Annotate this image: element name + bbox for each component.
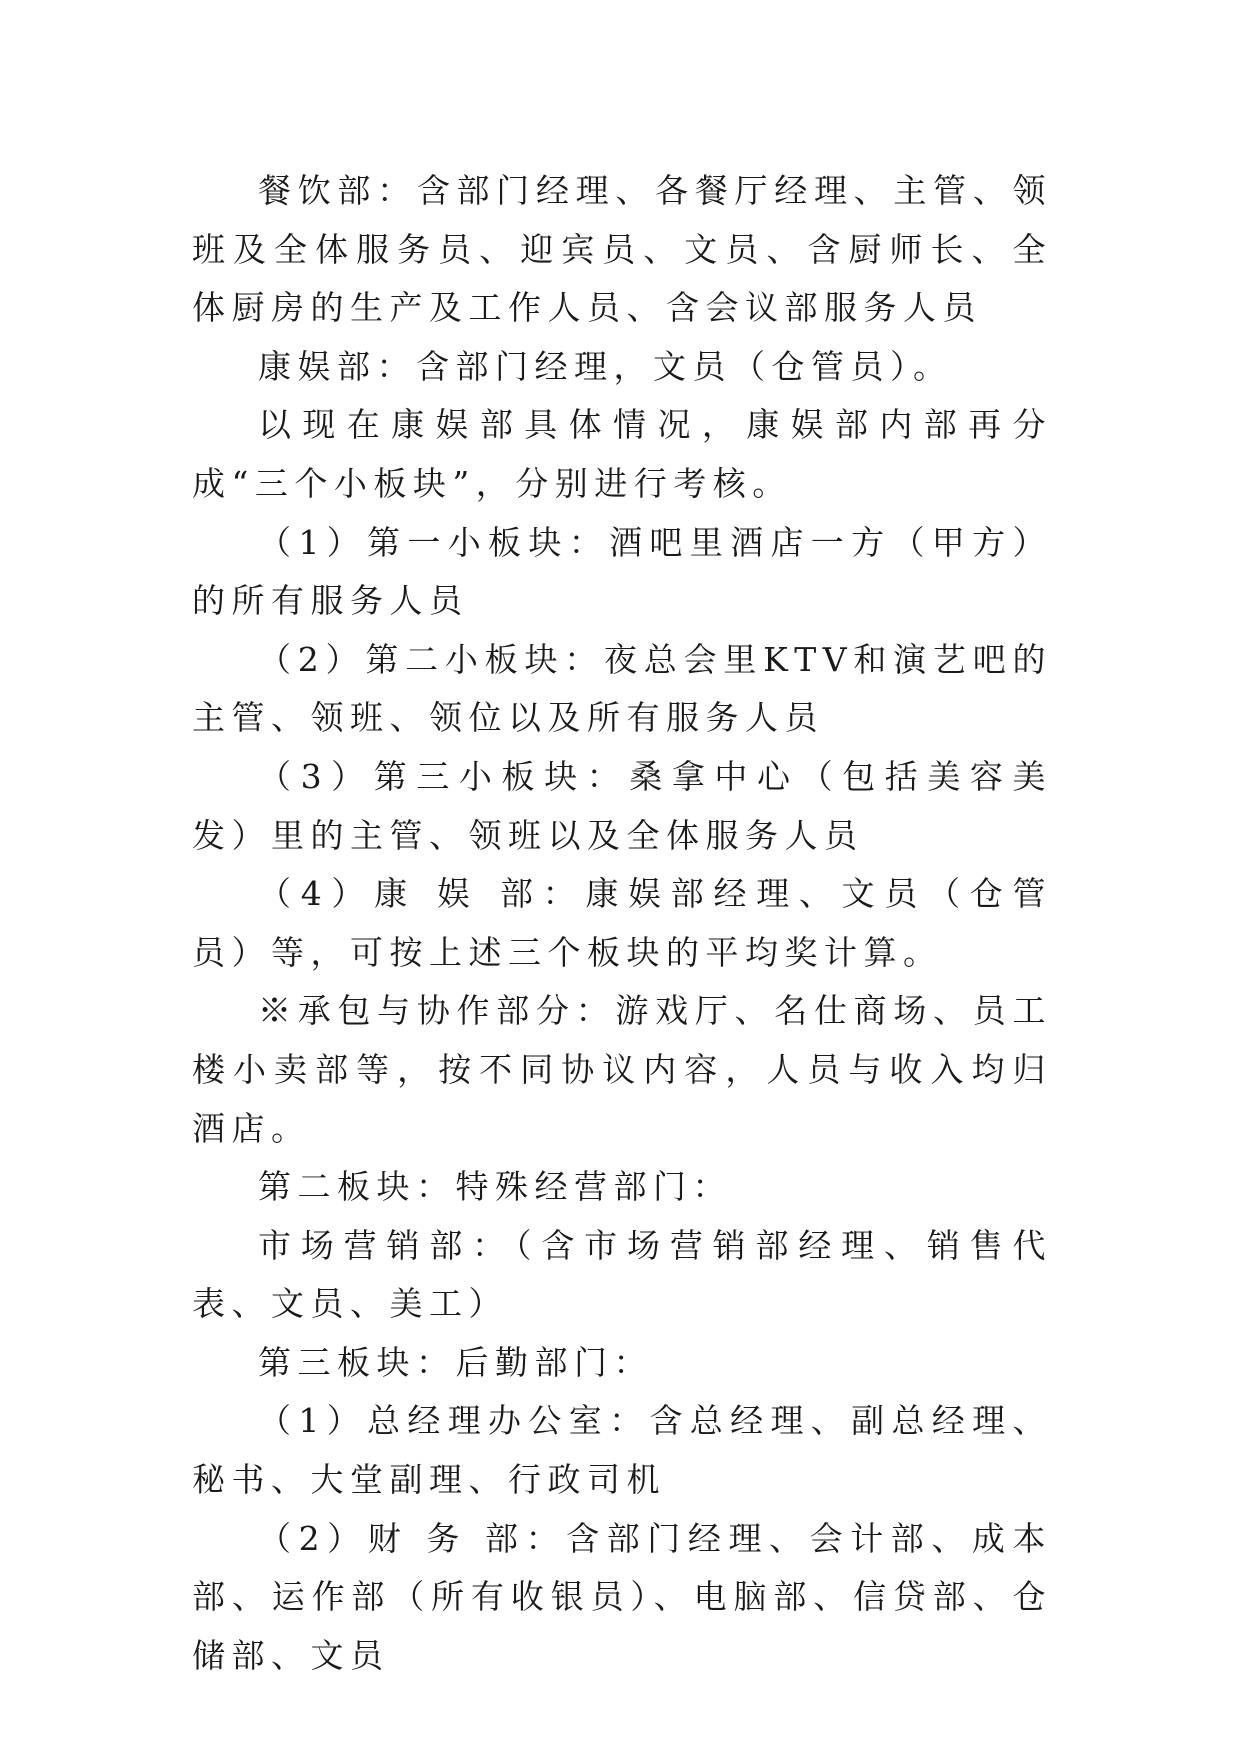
paragraph-catering-dept: 餐饮部：含部门经理、各餐厅经理、主管、领班及全体服务员、迎宾员、文员、含厨师长、全体厨房的生产及工作人员、含会议部服务人员 [192,171,1052,328]
paragraph-subblock-3: （3）第三小板块：桑拿中心（包括美容美发）里的主管、领班以及全体服务人员 [192,756,1052,855]
paragraph-subblock-2: （2）第二小板块：夜总会里KTV和演艺吧的主管、领班、领位以及所有服务人员 [192,639,1052,738]
paragraph-subblock-1: （1）第一小板块：酒吧里酒店一方（甲方）的所有服务人员 [192,522,1052,621]
paragraph-gm-office: （1）总经理办公室：含总经理、副总经理、秘书、大堂副理、行政司机 [192,1401,1052,1500]
paragraph-recreation-split: 以现在康娱部具体情况，康娱部内部再分成“三个小板块”，分别进行考核。 [192,405,1052,503]
paragraph-subblock-4: （4）康 娱 部：康娱部经理、文员（仓管员）等，可按上述三个板块的平均奖计算。 [192,874,1052,972]
paragraph-finance-dept: （2）财 务 部：含部门经理、会计部、成本部、运作部（所有收银员）、电脑部、信贷部、仓储部、文员 [192,1518,1052,1675]
paragraph-block-2-heading: 第二板块：特殊经营部门： [258,1167,732,1207]
document-page [192,162,1052,1685]
paragraph-recreation-dept: 康娱部：含部门经理，文员（仓管员）。 [258,346,953,386]
paragraph-block-3-heading: 第三板块：后勤部门： [258,1342,653,1382]
paragraph-contract-note: ※承包与协作部分：游戏厅、名仕商场、员工楼小卖部等，按不同协议内容，人员与收入均归酒店。 [192,991,1052,1148]
paragraph-marketing-dept: 市场营销部：（含市场营销部经理、销售代表、文员、美工） [192,1225,1052,1324]
